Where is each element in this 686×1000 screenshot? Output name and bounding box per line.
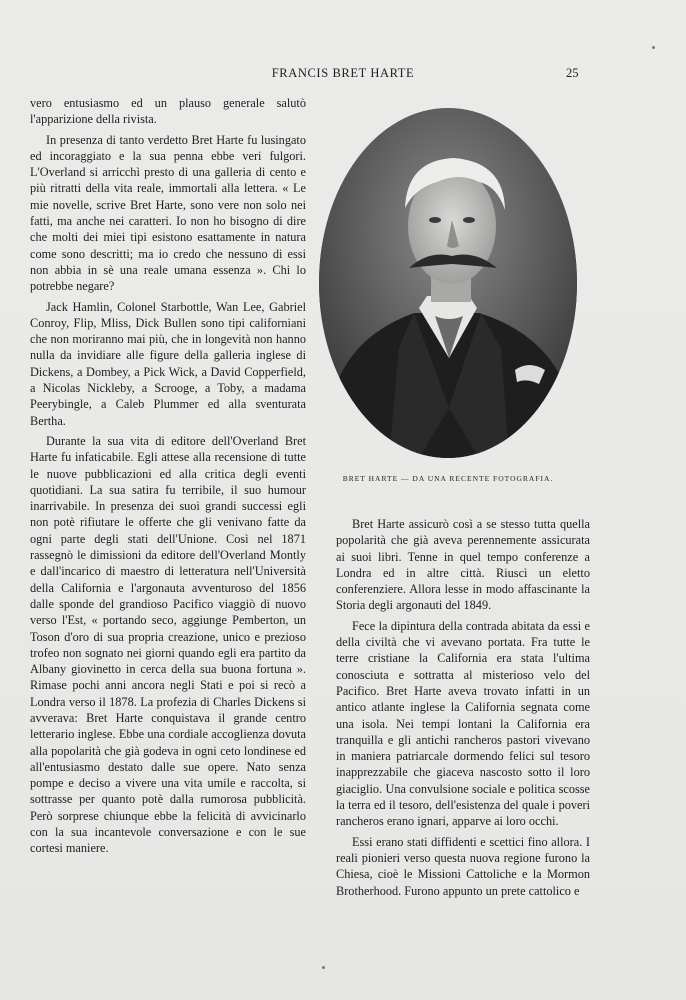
paragraph: Jack Hamlin, Colonel Starbottle, Wan Lee, Gabriel Conroy, Flip, Mliss, Dick Bullen sono tipi californiani che non moriranno mai più, che in longevità non hanno nulla da invidiare alle figure della galleria inglese di Dickens, a Dombey, a Pick Wick, a David Copperfield, a Nicolas Nickleby, a Scrooge, a Toby, a madama Peerybingle, a Caleb Plummer ed alla sventurata Bertha. xyxy=(30,299,306,428)
paragraph: Bret Harte assicurò così a se stesso tutta quella popolarità che già aveva perennemente assicurata ai suoi libri. Tenne in quel tempo conferenze a Londra ed in altre città. Riuscì un eletto conferenziere. Allora lesse in modo affascinante la Storia degli argonauti del 1849. xyxy=(336,517,590,613)
figure-caption: BRET HARTE — DA UNA RECENTE FOTOGRAFIA. xyxy=(342,474,554,483)
page-number: 25 xyxy=(566,66,579,80)
paper-speck xyxy=(652,46,655,49)
portrait-illustration xyxy=(319,108,577,458)
paragraph: vero entusiasmo ed un plauso generale salutò l'apparizione della rivista. xyxy=(30,96,306,127)
paragraph: Durante la sua vita di editore dell'Overland Bret Harte fu infaticabile. Egli attese alla recensione di tutte le nuove pubblicazioni ed alla critica degli eventi quotidiani. La sua satira fu terribile, il suo humour inarrivabile. In presenza dei suoi grandi successi egli non potè rifiutare le offerte che gli venivano fatte da ogni parte degli stati dell'Unione. Così nel 1871 rassegnò le dimissioni da editore dell'Overland Montly e dall'incarico di maestro di letteratura nell'Università della California e l'argonauta avventuroso del 1856 dalle sponde del grandioso Pacifico viaggiò di nuovo verso l'Est, « portando seco, aggiunge Pemberton, un Toson d'oro di sua propria creazione, unico e prezioso trofeo non sognato nei giorni quando egli era partito da Albany giovinetto in cerca della sua buona fortuna ». Rimase pochi anni ancora negli Stati e poi si recò a Londra verso il 1878. La profezia di Charles Dickens si avverava: Bret Harte conquistava il grande centro letterario inglese. Ebbe una cordiale accoglienza dovuta alla popolarità che già godeva in ogni ceto londinese ed all'entusiasmo destato dalle sue opere. Nato senza pompe e deciso a vivere una vita umile e raccolta, si sottrasse per quanto potè dalla rumorosa pubblicità. Però sorprese chiunque ebbe la felicità di avvicinarlo con la sua incantevole conversazione e con le sue cortesi maniere. xyxy=(30,433,306,856)
portrait-photograph xyxy=(319,108,577,458)
running-head: FRANCIS BRET HARTE xyxy=(271,66,415,80)
paragraph: Fece la dipintura della contrada abitata da essi e della civiltà che vi avevano portata. Fra tutte le terre cristiane la California era stata l'ultima conosciuta e sottratta al misterioso velo del Pacifico. Bret Harte aveva trovato infatti in un antico atlante inglese la California segnata come una isola. Nei tempi lontani la California era tranquilla e gli antichi rancheros pastori vivevano in maniera patriarcale dormendo felici sul tesoro inapprezzabile che giaceva nascosto sotto il loro giaciglio. Una convulsione sociale e politica scosse la terra ed il tesoro, dell'esistenza del quale i poveri rancheros erano ignari, apparve ai loro occhi. xyxy=(336,618,590,829)
paper-speck xyxy=(322,966,325,969)
paragraph: Essi erano stati diffidenti e scettici fino allora. I reali pionieri verso questa nuova regione furono la Chiesa, cioè le Missioni Cattoliche e la Mormon Brotherhood. Furono appunto un prete cattolico e xyxy=(336,834,590,898)
left-column xyxy=(30,95,306,861)
paragraph: In presenza di tanto verdetto Bret Harte fu lusingato ed incoraggiato e la sua penna ebbe veri fulgori. L'Overland si arricchì presto di una galleria di cento e più ritratti della vita reale, immortali alla lettera. « Le mie novelle, scrive Bret Harte, sono vere non solo nei fatti, ma anche nei caratteri. Io non ho bisogno di dire che molti dei miei tipi esistono esattamente in natura come sono descritti; ma io credo che nessuno di essi non abbia in sè una reale umana essenza ». Chi lo potrebbe negare? xyxy=(30,132,306,294)
right-column xyxy=(336,516,590,903)
